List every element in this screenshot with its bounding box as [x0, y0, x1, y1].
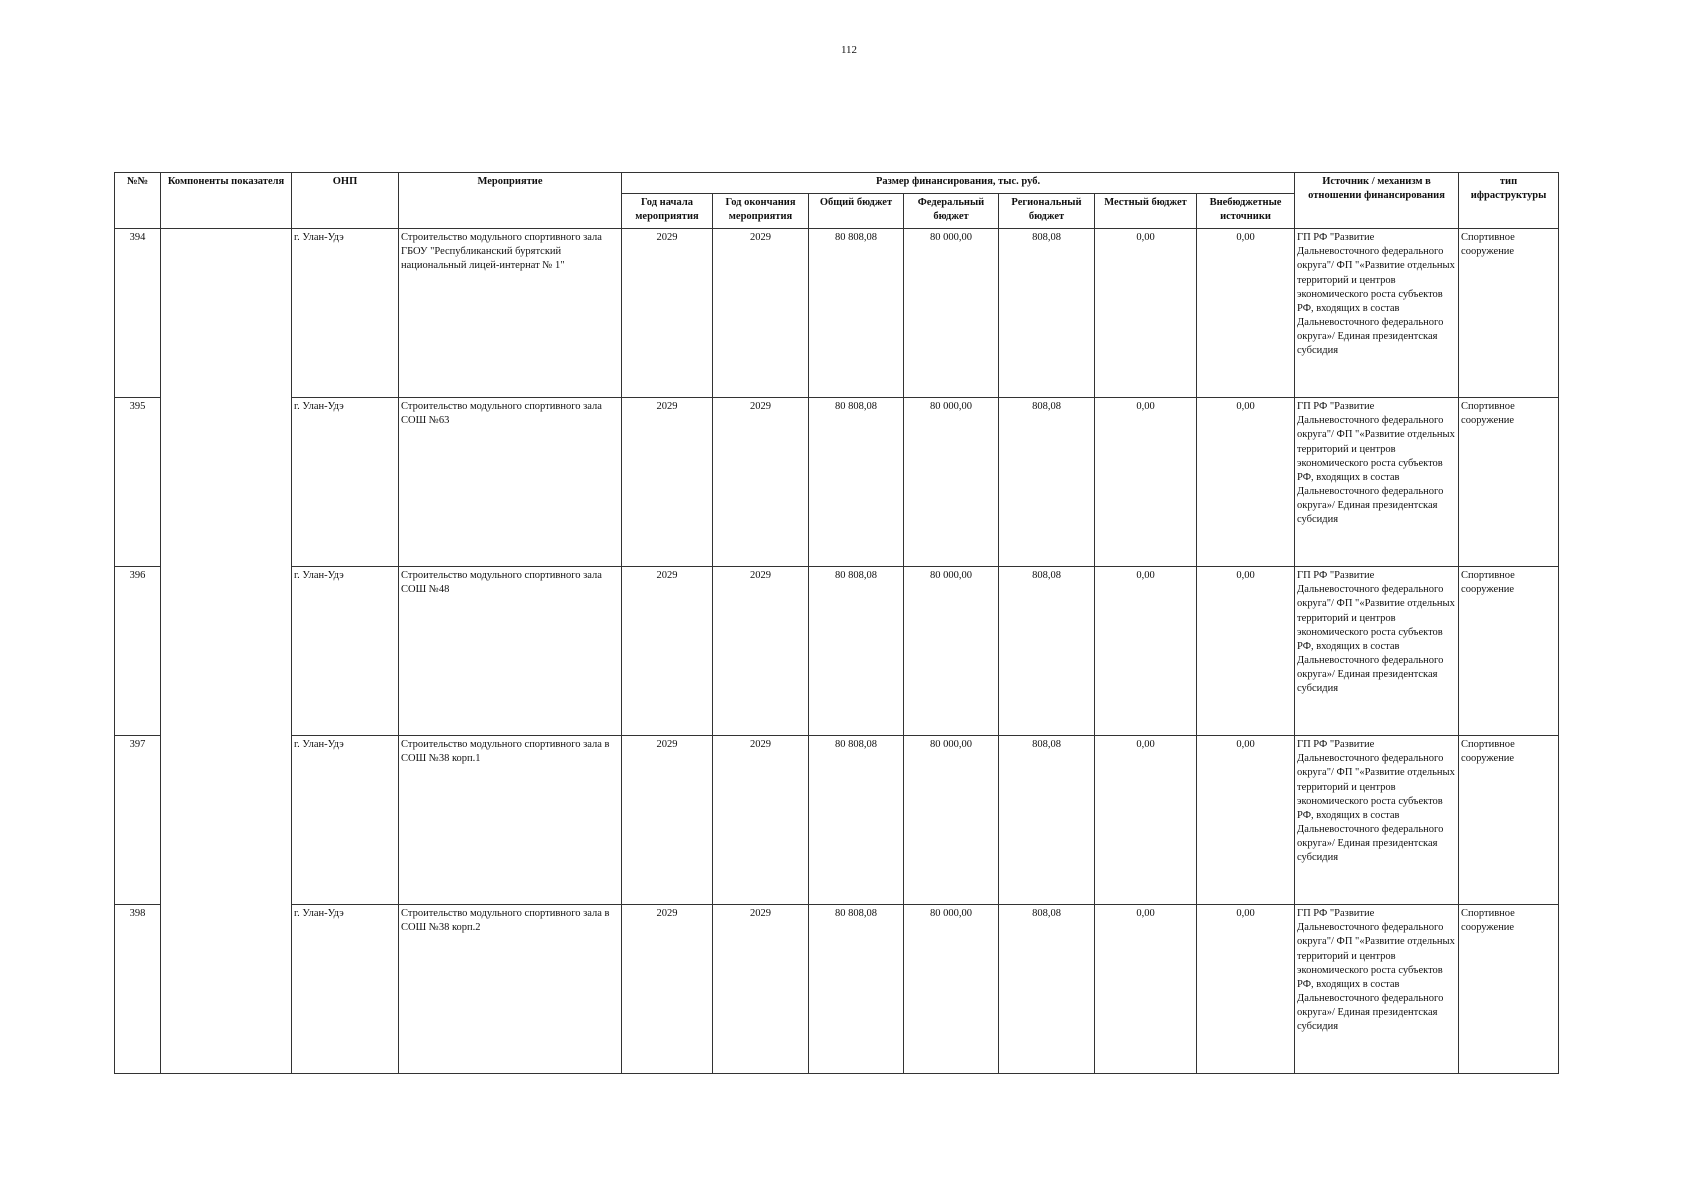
row-federal: 80 000,00 — [904, 567, 999, 736]
row-year-end: 2029 — [713, 229, 809, 398]
row-onp: г. Улан-Удэ — [292, 229, 399, 398]
row-infra: Спортивное сооружение — [1459, 567, 1559, 736]
page-number: 112 — [840, 44, 858, 56]
header-num: №№ — [115, 173, 161, 229]
header-federal: Федеральный бюджет — [904, 194, 999, 229]
row-extra: 0,00 — [1197, 905, 1295, 1074]
row-year-start: 2029 — [622, 398, 713, 567]
row-regional: 808,08 — [999, 398, 1095, 567]
row-source: ГП РФ "Развитие Дальневосточного федерального округа"/ ФП "«Развитие отдельных территорий и центров экономического роста субъектов РФ, входящих в состав Дальневосточного федерального округа»/ Единая президентская субсидия — [1295, 567, 1459, 736]
row-year-end: 2029 — [713, 905, 809, 1074]
row-local: 0,00 — [1095, 567, 1197, 736]
row-federal: 80 000,00 — [904, 736, 999, 905]
row-local: 0,00 — [1095, 736, 1197, 905]
header-extra: Внебюджетные источники — [1197, 194, 1295, 229]
row-infra: Спортивное сооружение — [1459, 736, 1559, 905]
row-total: 80 808,08 — [809, 736, 904, 905]
row-extra: 0,00 — [1197, 229, 1295, 398]
row-num: 394 — [115, 229, 161, 398]
row-num: 396 — [115, 567, 161, 736]
row-num: 398 — [115, 905, 161, 1074]
row-onp: г. Улан-Удэ — [292, 905, 399, 1074]
row-year-start: 2029 — [622, 229, 713, 398]
row-event: Строительство модульного спортивного зала СОШ №63 — [399, 398, 622, 567]
row-total: 80 808,08 — [809, 905, 904, 1074]
row-year-start: 2029 — [622, 567, 713, 736]
row-onp: г. Улан-Удэ — [292, 736, 399, 905]
row-event: Строительство модульного спортивного зала СОШ №48 — [399, 567, 622, 736]
header-components: Компоненты показателя — [161, 173, 292, 229]
row-infra: Спортивное сооружение — [1459, 398, 1559, 567]
header-total: Общий бюджет — [809, 194, 904, 229]
row-year-start: 2029 — [622, 905, 713, 1074]
row-year-end: 2029 — [713, 567, 809, 736]
components-cell — [161, 229, 292, 1074]
row-num: 395 — [115, 398, 161, 567]
row-event: Строительство модульного спортивного зала в СОШ №38 корп.2 — [399, 905, 622, 1074]
row-num: 397 — [115, 736, 161, 905]
table-row — [115, 736, 1559, 905]
row-source: ГП РФ "Развитие Дальневосточного федерального округа"/ ФП "«Развитие отдельных территорий и центров экономического роста субъектов РФ, входящих в состав Дальневосточного федерального округа»/ Единая президентская субсидия — [1295, 736, 1459, 905]
row-extra: 0,00 — [1197, 736, 1295, 905]
table-row — [115, 398, 1559, 567]
row-source: ГП РФ "Развитие Дальневосточного федерального округа"/ ФП "«Развитие отдельных территорий и центров экономического роста субъектов РФ, входящих в состав Дальневосточного федерального округа»/ Единая президентская субсидия — [1295, 229, 1459, 398]
row-year-start: 2029 — [622, 736, 713, 905]
row-total: 80 808,08 — [809, 398, 904, 567]
row-federal: 80 000,00 — [904, 398, 999, 567]
row-onp: г. Улан-Удэ — [292, 398, 399, 567]
header-event: Мероприятие — [399, 173, 622, 229]
row-local: 0,00 — [1095, 398, 1197, 567]
header-local: Местный бюджет — [1095, 194, 1197, 229]
header-year-end: Год окончания мероприятия — [713, 194, 809, 229]
table-row — [115, 905, 1559, 1074]
row-federal: 80 000,00 — [904, 229, 999, 398]
row-regional: 808,08 — [999, 905, 1095, 1074]
row-total: 80 808,08 — [809, 229, 904, 398]
row-extra: 0,00 — [1197, 567, 1295, 736]
row-year-end: 2029 — [713, 736, 809, 905]
header-year-start: Год начала мероприятия — [622, 194, 713, 229]
header-source: Источник / механизм в отношении финансирования — [1295, 173, 1459, 229]
row-federal: 80 000,00 — [904, 905, 999, 1074]
row-event: Строительство модульного спортивного зала в СОШ №38 корп.1 — [399, 736, 622, 905]
row-regional: 808,08 — [999, 229, 1095, 398]
header-onp: ОНП — [292, 173, 399, 229]
row-regional: 808,08 — [999, 567, 1095, 736]
row-source: ГП РФ "Развитие Дальневосточного федерального округа"/ ФП "«Развитие отдельных территорий и центров экономического роста субъектов РФ, входящих в состав Дальневосточного федерального округа»/ Единая президентская субсидия — [1295, 905, 1459, 1074]
row-local: 0,00 — [1095, 229, 1197, 398]
row-onp: г. Улан-Удэ — [292, 567, 399, 736]
row-local: 0,00 — [1095, 905, 1197, 1074]
row-year-end: 2029 — [713, 398, 809, 567]
header-infra-type: тип ифраструктуры — [1459, 173, 1559, 229]
header-funding-group: Размер финансирования, тыс. руб. — [622, 173, 1295, 194]
row-regional: 808,08 — [999, 736, 1095, 905]
funding-table — [114, 172, 1559, 1074]
table-row — [115, 567, 1559, 736]
table-row — [115, 229, 1559, 398]
row-infra: Спортивное сооружение — [1459, 229, 1559, 398]
row-source: ГП РФ "Развитие Дальневосточного федерального округа"/ ФП "«Развитие отдельных территорий и центров экономического роста субъектов РФ, входящих в состав Дальневосточного федерального округа»/ Единая президентская субсидия — [1295, 398, 1459, 567]
row-infra: Спортивное сооружение — [1459, 905, 1559, 1074]
row-extra: 0,00 — [1197, 398, 1295, 567]
row-total: 80 808,08 — [809, 567, 904, 736]
header-regional: Региональный бюджет — [999, 194, 1095, 229]
row-event: Строительство модульного спортивного зала ГБОУ "Республиканский бурятский национальный лицей-интернат № 1" — [399, 229, 622, 398]
